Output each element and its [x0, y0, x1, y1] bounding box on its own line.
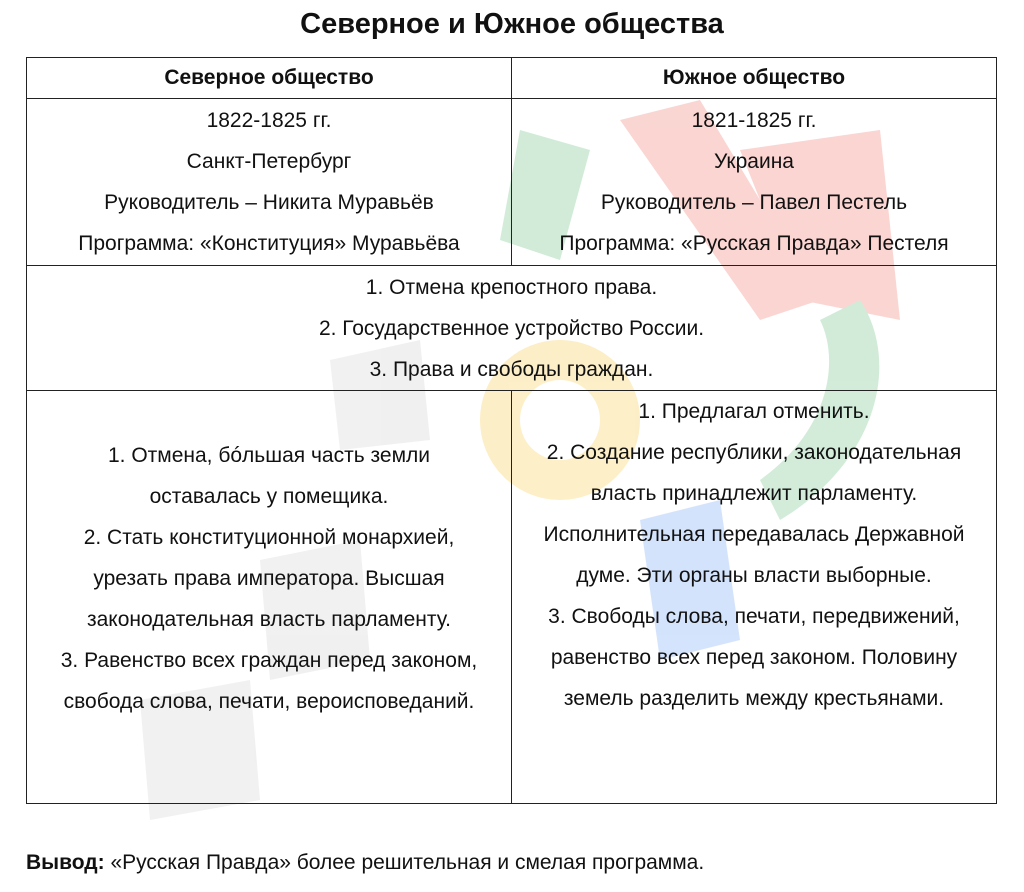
north-answers-cell — [27, 391, 512, 804]
questions-cell — [27, 266, 997, 391]
south-region: Украина — [714, 150, 794, 173]
question-item: 1. Отмена крепостного права. — [365, 275, 658, 299]
conclusion — [26, 848, 704, 878]
south-years: 1821-1825 гг. — [691, 109, 817, 132]
comparison-table — [26, 57, 997, 804]
south-info-cell — [512, 99, 997, 266]
north-answer: 1. Отмена, бóльшая часть земли оставалась у помещика. — [107, 443, 430, 508]
north-answer: 3. Равенство всех граждан перед законом, свобода слова, печати, вероисповеданий. — [60, 648, 478, 713]
conclusion-label: Вывод: — [26, 851, 105, 874]
header-north: Северное общество — [27, 58, 512, 99]
south-answers-cell — [512, 391, 997, 804]
question-item: 3. Права и свободы граждан. — [369, 357, 654, 381]
north-years: 1822-1825 гг. — [206, 109, 332, 132]
page-title: Северное и Южное общества — [300, 8, 724, 40]
north-program: Программа: «Конституция» Муравьёва — [78, 232, 460, 255]
header-row — [27, 58, 997, 99]
conclusion-text: «Русская Правда» более решительная и смелая программа. — [110, 851, 705, 874]
south-leader: Руководитель – Павел Пестель — [600, 191, 908, 214]
north-answer: 2. Стать конституционной монархией, урезать права императора. Высшая законодательная власть парламенту. — [83, 525, 455, 631]
north-leader: Руководитель – Никита Муравьёв — [104, 191, 434, 214]
south-answer: 2. Создание республики, законодательная власть принадлежит парламенту. Исполнительная передавалась Державной думе. Эти органы власти выборные. — [543, 441, 965, 587]
north-info-cell — [27, 99, 512, 266]
south-answer: 3. Свободы слова, печати, передвижений, равенство всех перед законом. Половину земель разделить между крестьянами. — [548, 605, 960, 710]
info-row — [27, 99, 997, 266]
south-answer: 1. Предлагал отменить. — [638, 400, 870, 423]
questions-row — [27, 266, 997, 391]
header-south: Южное общество — [512, 58, 997, 99]
north-city: Санкт-Петербург — [186, 150, 352, 173]
answers-row — [27, 391, 997, 804]
south-program: Программа: «Русская Правда» Пестеля — [559, 232, 949, 255]
question-item: 2. Государственное устройство России. — [318, 316, 705, 340]
